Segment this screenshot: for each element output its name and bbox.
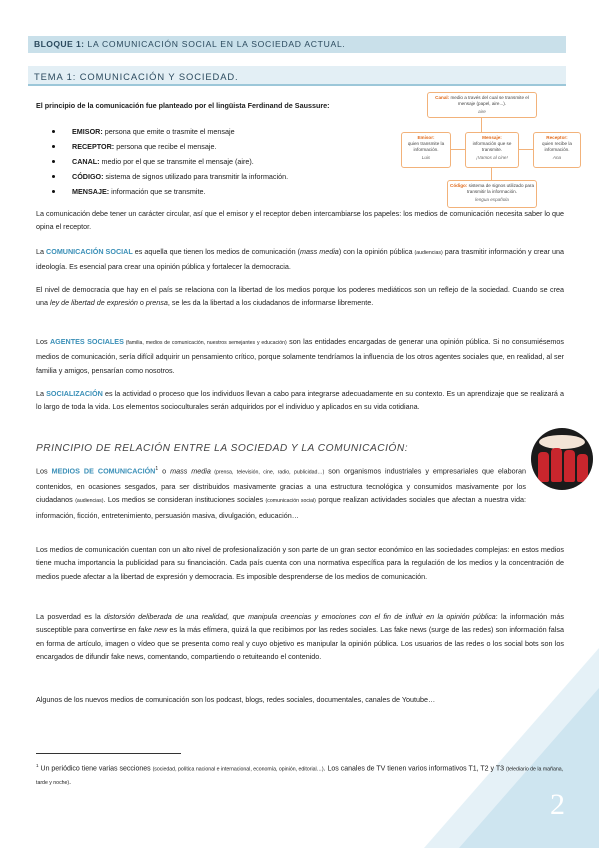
text: La <box>36 389 47 398</box>
text: . <box>69 779 72 787</box>
term-highlight: SOCIALIZACIÓN <box>46 389 103 398</box>
text: información que se transmite. <box>472 141 512 152</box>
text: La <box>36 247 47 256</box>
connector <box>481 118 482 132</box>
text: Un periódico tiene varias secciones <box>38 765 153 773</box>
desc: información que se transmite. <box>109 187 206 196</box>
intro-line: El principio de la comunicación fue planteado por el lingüista Ferdinand de Saussure: <box>36 101 330 110</box>
text: porque realizan actividades sociales que afectan a nuestra vida: información, ficción, entretenimiento, persuasión masiva, divulgación, educación… <box>36 495 526 520</box>
term: CÓDIGO: <box>72 172 104 181</box>
small-note: (audiencias) <box>75 498 104 505</box>
image-highlight <box>539 435 585 449</box>
label: Canal: <box>435 95 450 100</box>
paragraph-agentes-sociales <box>36 335 564 377</box>
italic-term: distorsión deliberada de una realidad, que manipula creencias y emociones con el fin de influir en la opinión pública <box>104 612 496 621</box>
paragraph-posverdad <box>36 610 564 664</box>
text: medio a través del cual se transmite el mensaje (papel, aire...). <box>450 95 529 106</box>
list-item <box>52 139 288 154</box>
label: Código: <box>450 183 468 188</box>
desc: sistema de signos utilizado para transmitir la información. <box>103 172 289 181</box>
small-note: (sociedad, política nacional e internacional, economía, opinión, editorial…) <box>152 766 324 773</box>
text: es la más efímera, quizá la que recibimos por las redes sociales. Las fake news (surge de las redes) son información falsa en forma de artículo, imagen o vídeo que se presenta como real y cuyo objetivo es manipular la opinión pública. Los usuarios de las redes o los social bots son los encargados de difundir fake news, comentando, compartiendo o retuiteando el contenido. <box>36 625 564 662</box>
list-item <box>52 154 288 169</box>
label: Emisor: <box>417 135 435 140</box>
paragraph-medios <box>36 463 526 522</box>
connector <box>519 149 533 150</box>
term: EMISOR: <box>72 127 103 136</box>
text: para trasmitir información y crear una ideología. Es esencial para crear una opinión pública y fortalecer la democracia. <box>36 247 564 272</box>
text: Los <box>36 337 50 346</box>
example: aire <box>478 109 486 114</box>
corner-decoration-light <box>424 648 599 848</box>
coca-cola-bottles-image <box>531 428 593 490</box>
text: es aquella que tienen los medios de comunicación ( <box>132 247 301 256</box>
text: La posverdad es la <box>36 612 105 621</box>
text: son organismos industriales y empresariales que elaboran contenidos, en ocasiones sesgados, para ser distribuidos masivamente gracias a una estructura tecnológica y consumidos masivamente por los ciudadanos <box>36 466 526 505</box>
text: o <box>158 466 171 476</box>
term-highlight: MEDIOS DE COMUNICACIÓN <box>51 466 156 476</box>
italic-term: ley de libertad de expresión <box>50 298 138 308</box>
example: Luis <box>421 155 431 160</box>
paragraph-circular <box>36 207 564 234</box>
paragraph-text: Algunos de los nuevos medios de comunicación son los podcast, blogs, redes sociales, documentales, canales de Youtube… <box>36 695 436 704</box>
example: lengua española <box>475 197 509 202</box>
text: Los <box>36 466 52 476</box>
small-note: (prensa, televisión, cine, radio, publicidad…) <box>210 469 325 476</box>
small-note: (comunicación social) <box>265 498 316 505</box>
desc: persona que recibe el mensaje. <box>114 142 217 151</box>
connector <box>491 168 492 180</box>
term-highlight: COMUNICACIÓN SOCIAL <box>46 247 133 256</box>
bottle <box>564 450 575 482</box>
paragraph-socializacion <box>36 387 564 414</box>
paragraph-democracia <box>36 283 564 310</box>
diagram-emisor-box <box>401 132 451 168</box>
paragraph-text: La comunicación debe tener un carácter circular, así que el emisor y el receptor deben intercambiarse los papeles: los medios de comunicación necesita saber lo que opina el receptor. <box>36 209 564 232</box>
footnote <box>36 759 564 790</box>
text: El nivel de democracia que hay en el país se relaciona con la libertad de los medios porque los poderes mediáticos son un reflejo de la sociedad. Cuando se crea una <box>36 285 564 308</box>
paragraph-profesionalizacion <box>36 543 564 583</box>
bottle <box>538 452 549 482</box>
section-heading: PRINCIPIO DE RELACIÓN ENTRE LA SOCIEDAD Y LA COMUNICACIÓN: <box>36 443 409 454</box>
diagram-receptor-box <box>533 132 581 168</box>
small-note: (telediario de la mañana, tarde y noche) <box>36 766 564 787</box>
text: son las entidades encargadas de generar una opinión pública. Si no consumiésemos medios de comunicación, sería difícil adquirir un pensamiento crítico, porque solamente tendríamos la influencia de los otros agentes sociales que, en realidad, al ser familia y amigos, pensarían como nosotros. <box>36 337 564 375</box>
paragraph-nuevos-medios <box>36 693 564 706</box>
text: es la actividad o proceso que los individuos llevan a cabo para integrarse adecuadamente en su contexto. Es un aprendizaje que se realizará a lo largo de toda la vida. Los elementos socioculturales serán adquiridos por el individuo y aplicados en su vida cotidiana. <box>36 389 564 412</box>
bloque-label: BLOQUE 1: <box>34 39 85 49</box>
italic-term: mass media <box>300 247 339 256</box>
footnote-number: 1 <box>36 763 39 768</box>
desc: persona que emite o trasmite el mensaje <box>102 127 235 136</box>
list-item <box>52 169 288 184</box>
diagram-canal-box <box>427 92 537 118</box>
small-note: (familia, medios de comunicación, nuestros semejantes y educación) <box>123 340 287 346</box>
bloque-title: LA COMUNICACIÓN SOCIAL EN LA SOCIEDAD ACTUAL. <box>87 39 346 49</box>
text: : la información más susceptible para convertirse en <box>36 612 565 635</box>
small-note: (audiencias) <box>414 250 443 256</box>
text: ) con la opinión pública <box>338 247 415 256</box>
footnote-separator <box>36 753 181 754</box>
connector <box>451 149 465 150</box>
term: RECEPTOR: <box>72 142 115 151</box>
text: sistema de signos utilizado para transmitir la información. <box>466 183 535 194</box>
page-number: 2 <box>550 788 565 821</box>
diagram-codigo-box <box>447 180 537 208</box>
italic-term: fake new <box>138 625 168 635</box>
list-item <box>52 124 288 139</box>
term: CANAL: <box>72 157 100 166</box>
example: ¡Vamos al cine! <box>476 155 508 160</box>
paragraph-text: Los medios de comunicación cuentan con un alto nivel de profesionalización y son parte de un gran sector económico en las sociedades complejas: en estos medios tiene mucha importancia la publicidad para su financiación. Cada país cuenta con una normativa específica para la regulación de los medios y la concentración de medios puede afectar a la libertad de expresión y democracia. Es imposible desprenderse de los medios de comunicación. <box>36 545 564 581</box>
communication-diagram <box>401 92 581 212</box>
text: . Los medios se consideran instituciones sociales <box>103 495 266 505</box>
diagram-mensaje-box <box>465 132 519 168</box>
text: , se les da la libertad a los ciudadanos de informarse libremente. <box>167 298 374 308</box>
italic-term: prensa <box>145 298 168 308</box>
text: quien recibe la información. <box>542 141 572 152</box>
list-item <box>52 184 288 199</box>
desc: medio por el que se transmite el mensaje (aire). <box>99 157 254 166</box>
paragraph-comunicacion-social <box>36 245 564 274</box>
tema-header: TEMA 1: COMUNICACIÓN Y SOCIEDAD. <box>28 66 566 86</box>
bottle <box>551 448 562 482</box>
term-highlight: AGENTES SOCIALES <box>49 337 124 346</box>
text: o <box>137 298 146 308</box>
footnote-ref: 1 <box>155 466 159 472</box>
bottle <box>577 454 588 482</box>
example: Ana <box>552 155 562 160</box>
italic-term: mass media <box>170 466 211 476</box>
communication-elements-list <box>52 124 288 199</box>
label: Receptor: <box>546 135 568 140</box>
intro-text <box>36 99 396 112</box>
text: . Los canales de TV tienen varios informativos T1, T2 y T3 <box>323 765 506 773</box>
term: MENSAJE: <box>72 187 110 196</box>
label: Mensaje: <box>482 135 502 140</box>
text: quien transmite la información. <box>407 141 445 152</box>
bloque-header <box>28 36 566 53</box>
